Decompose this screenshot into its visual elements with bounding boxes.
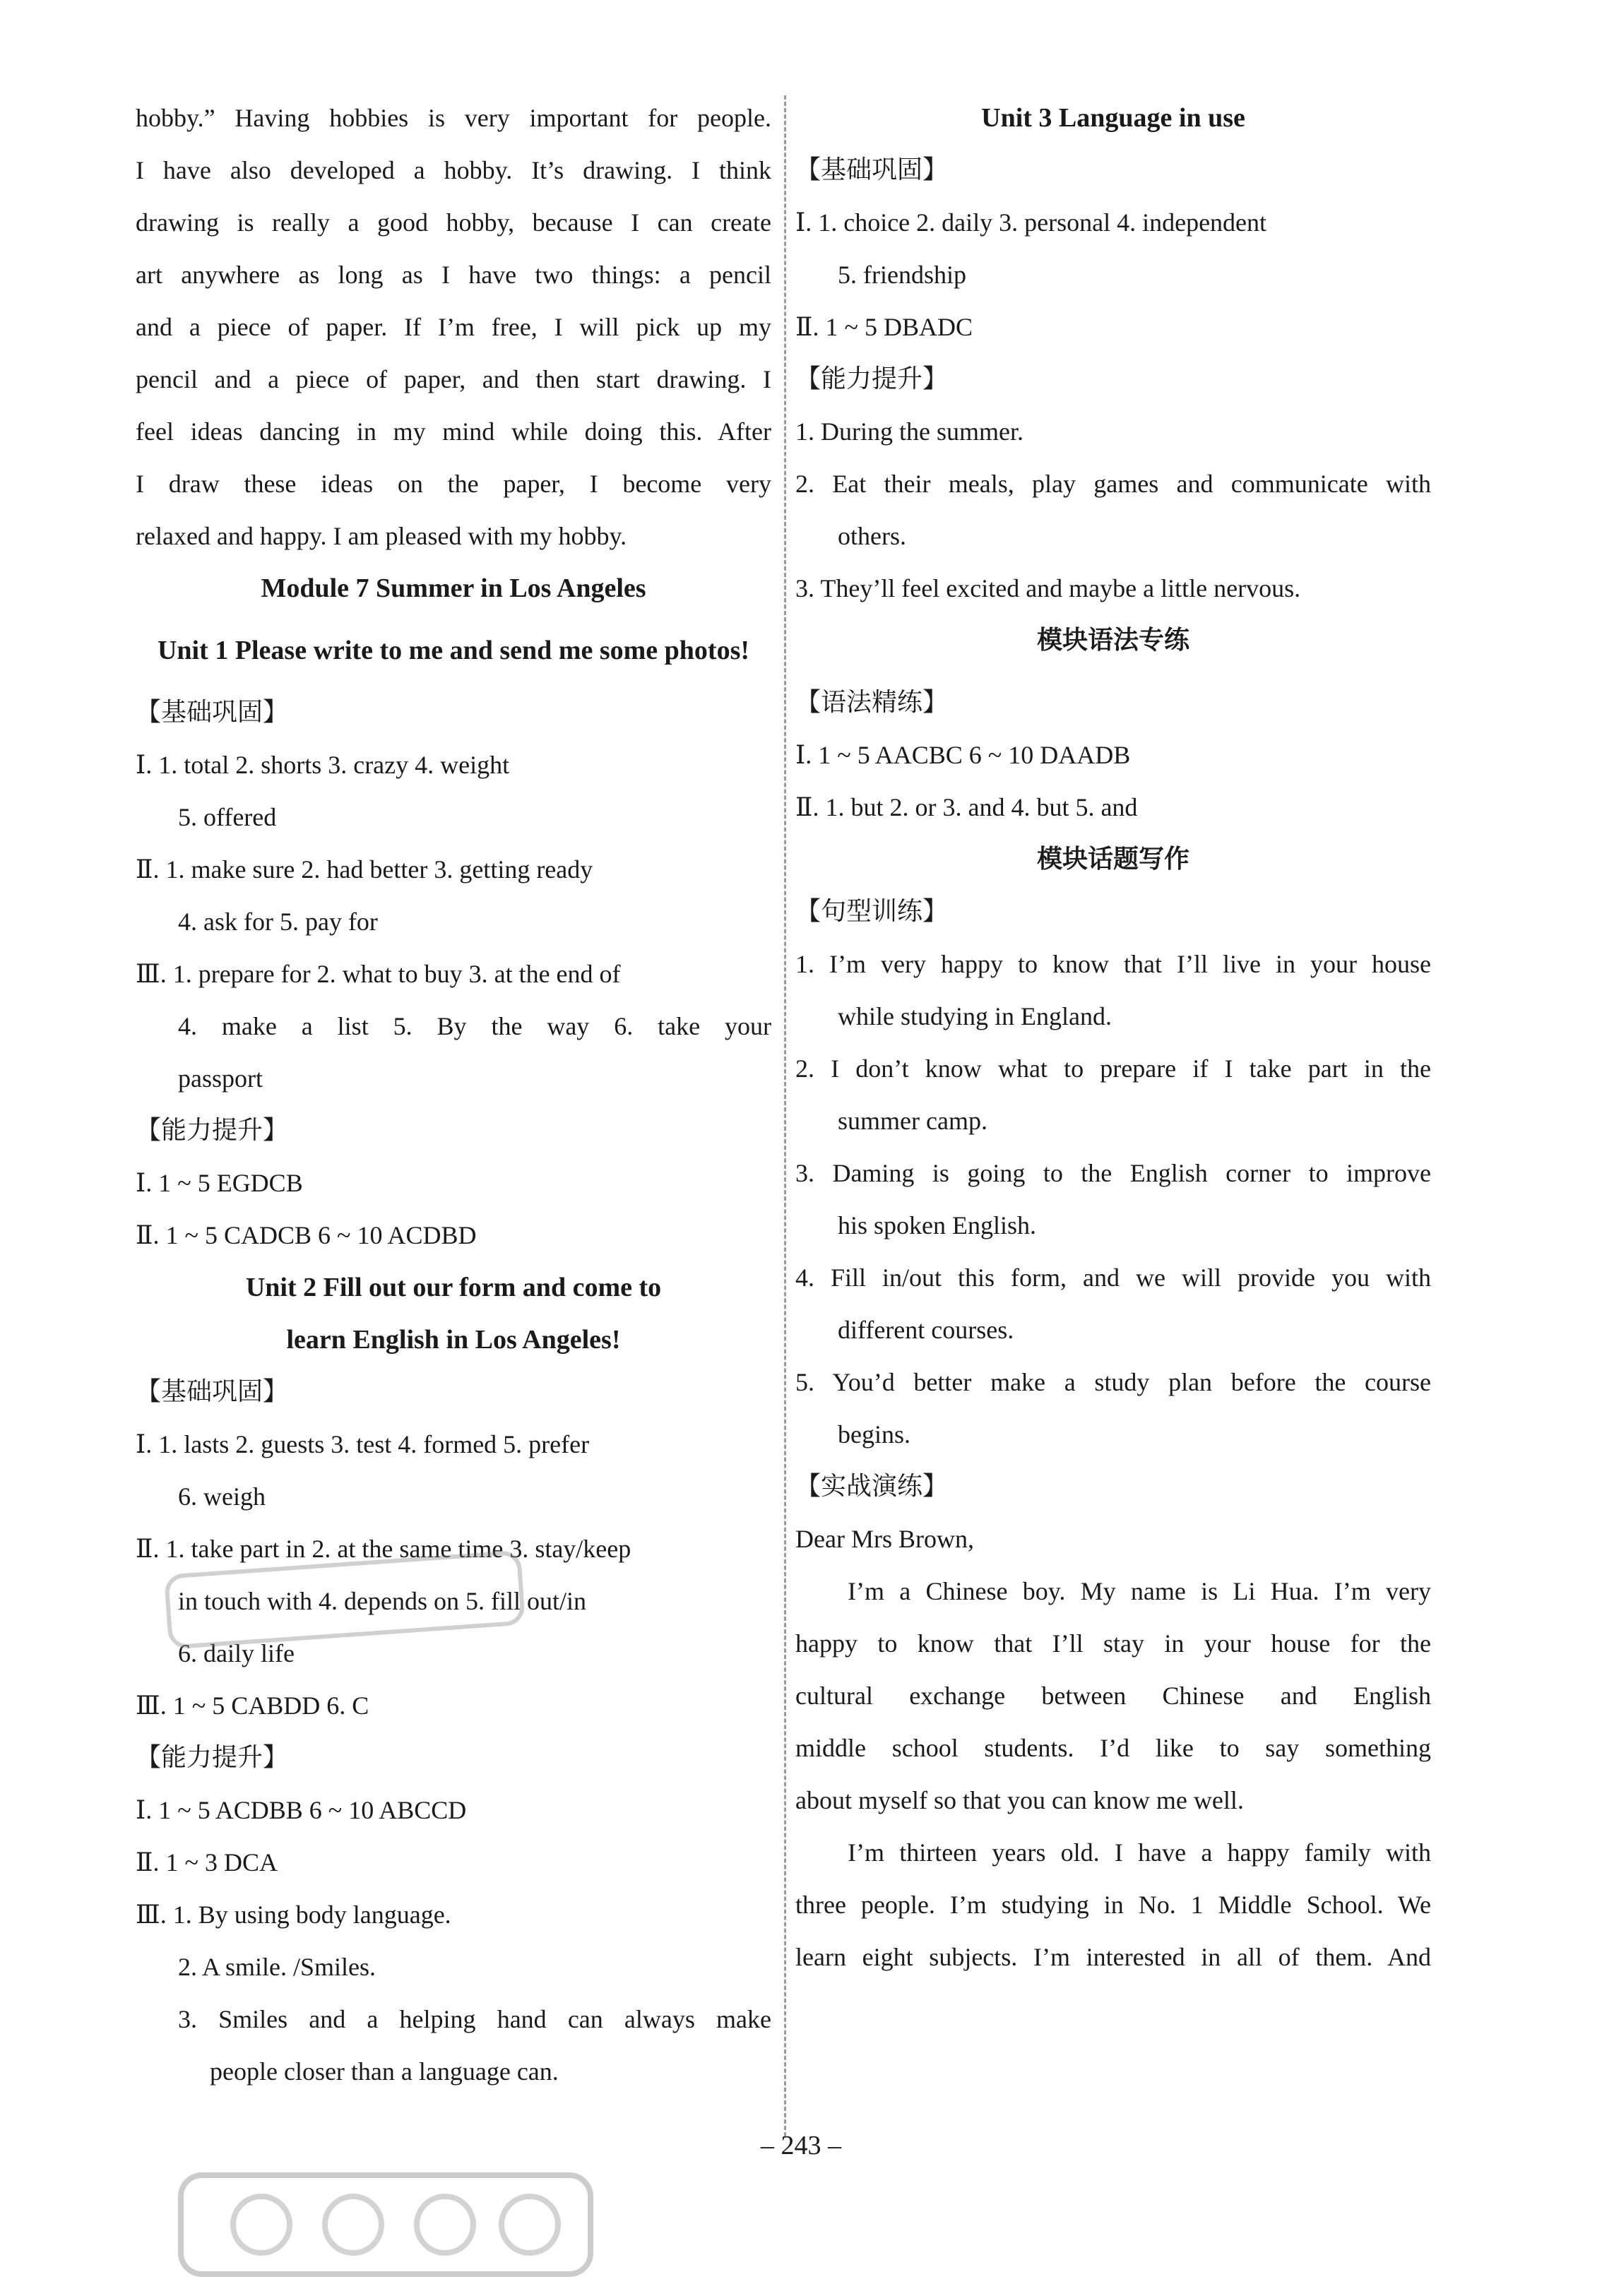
text-line: begins. [838,1420,910,1449]
text-line: 4. Fill in/out this form, and we will provide you with [795,1263,1431,1292]
text-line: three people. I’m studying in No. 1 Middle School. We [795,1891,1431,1919]
text-line: while studying in England. [838,1002,1112,1030]
text-line: relaxed and happy. I am pleased with my hobby. [136,522,627,550]
text-line: 5. offered [178,803,277,831]
text-line: 2. I don’t know what to prepare if I take part in the [795,1054,1431,1083]
section-label: 【能力提升】 [136,1743,289,1772]
text-line: Ⅱ. 1. but 2. or 3. and 4. but 5. and [795,793,1138,821]
text-line: art anywhere as long as I have two things: a pencil [136,261,771,289]
text-line: 6. weigh [178,1482,266,1511]
text-line: 1. During the summer. [795,417,1024,446]
text-line: Ⅰ. 1. lasts 2. guests 3. test 4. formed 5. prefer [136,1430,590,1458]
text-line: learn eight subjects. I’m interested in all of them. And [795,1943,1431,1971]
section-heading: Unit 1 Please write to me and send me some photos! [157,636,750,665]
text-line: I’m thirteen years old. I have a happy family with [848,1838,1431,1867]
section-label: 【能力提升】 [136,1116,289,1145]
text-line: Ⅰ. 1. choice 2. daily 3. personal 4. independent [795,208,1267,237]
text-line: 3. Smiles and a helping hand can always make [178,2005,771,2033]
text-line: happy to know that I’ll stay in your house for the [795,1629,1431,1658]
text-line: I draw these ideas on the paper, I become very [136,470,771,498]
text-line: Ⅲ. 1. prepare for 2. what to buy 3. at the end of [136,960,621,988]
left-column [136,92,771,2098]
text-line: drawing is really a good hobby, because I can create [136,208,771,237]
text-line: Ⅲ. 1 ~ 5 CABDD 6. C [136,1691,369,1720]
section-label: 【基础巩固】 [136,698,289,727]
section-heading: Unit 3 Language in use [981,103,1245,133]
text-line: middle school students. I’d like to say something [795,1734,1431,1762]
text-line: 5. friendship [838,261,966,289]
text-line: Ⅰ. 1 ~ 5 AACBC 6 ~ 10 DAADB [795,741,1131,769]
text-line: feel ideas dancing in my mind while doing this. After [136,417,771,446]
text-line: 4. make a list 5. By the way 6. take your [178,1012,771,1040]
text-line: his spoken English. [838,1211,1037,1239]
text-line: and a piece of paper. If I’m free, I will pick up my [136,313,771,341]
text-line: 2. Eat their meals, play games and communicate with [795,470,1431,498]
text-line: Ⅰ. 1 ~ 5 ACDBB 6 ~ 10 ABCCD [136,1796,467,1824]
section-heading: 模块语法专练 [1036,626,1189,655]
watermark-logo-bottom [177,2161,600,2288]
text-line: Ⅰ. 1 ~ 5 EGDCB [136,1169,303,1197]
text-line: hobby.” Having hobbies is very important for people. [136,104,771,132]
section-heading: Module 7 Summer in Los Angeles [261,573,646,603]
text-line: Ⅱ. 1 ~ 5 CADCB 6 ~ 10 ACDBD [136,1221,477,1249]
text-line: others. [838,522,906,550]
text-line: in touch with 4. depends on 5. fill out/in [178,1587,586,1615]
column-divider [784,95,786,2136]
text-line: people closer than a language can. [210,2057,559,2086]
text-line: about myself so that you can know me well. [795,1786,1244,1814]
text-line: Ⅰ. 1. total 2. shorts 3. crazy 4. weight [136,751,510,779]
text-line: Ⅱ. 1 ~ 3 DCA [136,1848,278,1876]
text-line: Ⅱ. 1 ~ 5 DBADC [795,313,973,341]
text-line: Ⅱ. 1. take part in 2. at the same time 3. stay/keep [136,1535,631,1563]
text-line: summer camp. [838,1107,987,1135]
section-label: 【基础巩固】 [795,155,949,184]
section-heading: learn English in Los Angeles! [286,1325,621,1355]
text-line: 3. They’ll feel excited and maybe a little nervous. [795,574,1301,602]
page-number: – 243 – [761,2131,841,2160]
text-line: Ⅲ. 1. By using body language. [136,1901,451,1929]
text-line: Ⅱ. 1. make sure 2. had better 3. getting ready [136,855,593,884]
text-line: different courses. [838,1316,1014,1344]
text-line: 3. Daming is going to the English corner to improve [795,1159,1431,1187]
text-line: I have also developed a hobby. It’s drawing. I think [136,156,771,184]
spacer [795,667,1431,677]
text-line: passport [178,1064,263,1093]
text-line: 6. daily life [178,1639,295,1667]
text-line: pencil and a piece of paper, and then start drawing. I [136,365,771,393]
section-label: 【基础巩固】 [136,1377,289,1406]
text-line: 1. I’m very happy to know that I’ll live in your house [795,950,1431,978]
text-line: I’m a Chinese boy. My name is Li Hua. I’m very [848,1577,1431,1605]
section-heading: 模块话题写作 [1036,845,1189,874]
section-label: 【实战演练】 [795,1472,949,1501]
text-line: 2. A smile. /Smiles. [178,1953,376,1981]
spacer [136,614,771,624]
right-column [795,92,1431,1983]
text-line: Dear Mrs Brown, [795,1525,974,1553]
spacer [136,677,771,686]
section-label: 【句型训练】 [795,897,949,926]
text-line: 4. ask for 5. pay for [178,908,378,936]
section-label: 【能力提升】 [795,364,949,393]
section-label: 【语法精练】 [795,688,949,717]
text-line: 5. You’d better make a study plan before the course [795,1368,1431,1396]
text-line: cultural exchange between Chinese and English [795,1682,1431,1710]
section-heading: Unit 2 Fill out our form and come to [245,1273,662,1302]
